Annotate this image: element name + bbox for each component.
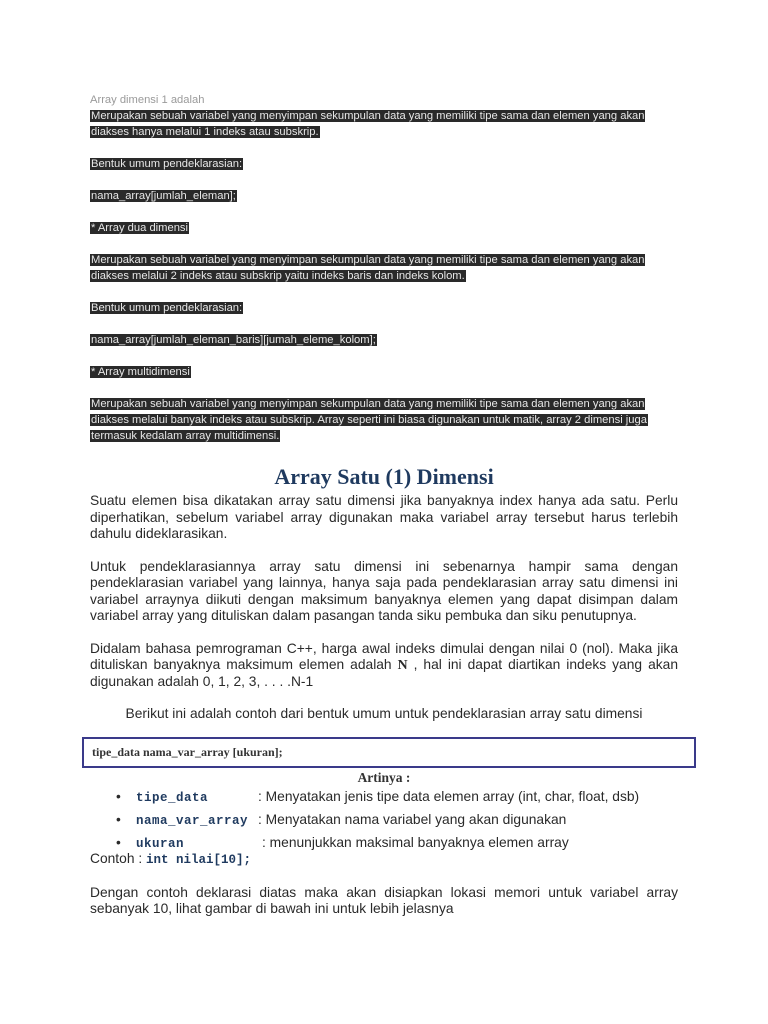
notes-paragraph-8: * Array multidimensi xyxy=(91,366,190,378)
list-item xyxy=(116,809,678,832)
bullet-desc: : Menyatakan nama variabel yang akan digunakan xyxy=(258,812,567,827)
notes-paragraph-3: nama_array[jumlah_eleman]; xyxy=(91,190,236,202)
syntax-box: tipe_data nama_var_array [ukuran]; xyxy=(82,737,696,768)
notes-paragraph-1: Merupakan sebuah variabel yang menyimpan sekumpulan data yang memiliki tipe sama dan elemen yang akan diakses hanya melalui 1 indeks atau subskrip. xyxy=(91,110,645,138)
body-paragraph-2: Untuk pendeklarasiannya array satu dimensi ini sebenarnya hampir sama dengan pendeklarasian variabel yang lainnya, hanya saja pada pendeklarasian array satu dimensi ini variabel arraynya diikuti dengan maksimum banyaknya elemen yang dapat disimpan dalam variabel array yang dituliskan dalam pasangan tanda siku pembuka dan siku penutupnya. xyxy=(90,558,678,623)
contoh-line xyxy=(90,851,678,869)
notes-paragraph-6: Bentuk umum pendeklarasian: xyxy=(91,302,243,314)
body-paragraph-3-a: Didalam bahasa pemrograman C++, harga awal indeks dimulai dengan nilai 0 (nol). Maka jika dituliskan banyaknya maksimum elemen adalah xyxy=(90,640,678,672)
section-body xyxy=(90,493,678,690)
body-paragraph-4-wrap xyxy=(90,885,678,918)
notes-heading: Array dimensi 1 adalah xyxy=(90,94,205,106)
body-paragraph-1: Suatu elemen bisa dikatakan array satu dimensi jika banyaknya index hanya ada satu. Perlu diperhatikan, sebelum variabel array digunakan maka variabel array tersebut harus terlebih dahulu dideklarasikan. xyxy=(90,493,678,541)
notes-paragraph-5: Merupakan sebuah variabel yang menyimpan sekumpulan data yang memiliki tipe sama dan elemen yang akan diakses melalui 2 indeks atau subskrip yaitu indeks baris dan indeks kolom. xyxy=(91,254,645,282)
notes-paragraph-4: * Array dua dimensi xyxy=(91,222,189,234)
contoh-code: int nilai[10]; xyxy=(146,853,252,867)
notes-paragraph-2: Bentuk umum pendeklarasian: xyxy=(91,158,243,170)
notes-block xyxy=(90,92,678,444)
bullet-icon: • xyxy=(116,835,121,850)
bullet-code: tipe_data xyxy=(136,791,209,805)
body-paragraph-3-n: N xyxy=(397,657,408,672)
example-intro: Berikut ini adalah contoh dari bentuk umum untuk pendeklarasian array satu dimensi xyxy=(125,706,643,721)
list-item xyxy=(116,786,678,809)
artinya-label: Artinya : xyxy=(357,770,411,785)
body-paragraph-3 xyxy=(90,641,678,691)
bullet-desc: : Menyatakan jenis tipe data elemen array (int, char, float, dsb) xyxy=(258,789,640,804)
bullet-desc: : menunjukkan maksimal banyaknya elemen array xyxy=(262,835,569,850)
bullet-icon: • xyxy=(116,789,121,804)
bullet-icon: • xyxy=(116,812,121,827)
notes-paragraph-9: Merupakan sebuah variabel yang menyimpan sekumpulan data yang memiliki tipe sama dan elemen yang akan diakses melalui banyak indeks atau subskrip. Array seperti ini biasa digunakan untuk matik, array 2 dimensi juga termasuk kedalam array multidimensi. xyxy=(91,398,647,442)
notes-paragraph-7: nama_array[jumlah_eleman_baris][jumah_eleme_kolom]; xyxy=(91,334,376,346)
bullet-code: nama_var_array xyxy=(136,814,249,828)
body-paragraph-4: Dengan contoh deklarasi diatas maka akan disiapkan lokasi memori untuk variabel array sebanyak 10, lihat gambar di bawah ini untuk lebih jelasnya xyxy=(90,884,678,916)
body-paragraph-3-b: , hal ini dapat diartikan indeks yang akan digunakan adalah 0, 1, 2, 3, . . . .N-1 xyxy=(90,657,678,689)
contoh-label: Contoh : xyxy=(90,851,146,866)
document-page xyxy=(90,92,678,918)
bullet-list xyxy=(90,786,678,855)
section-title: Array Satu (1) Dimensi xyxy=(274,464,494,489)
bullet-code: ukuran xyxy=(136,837,185,851)
